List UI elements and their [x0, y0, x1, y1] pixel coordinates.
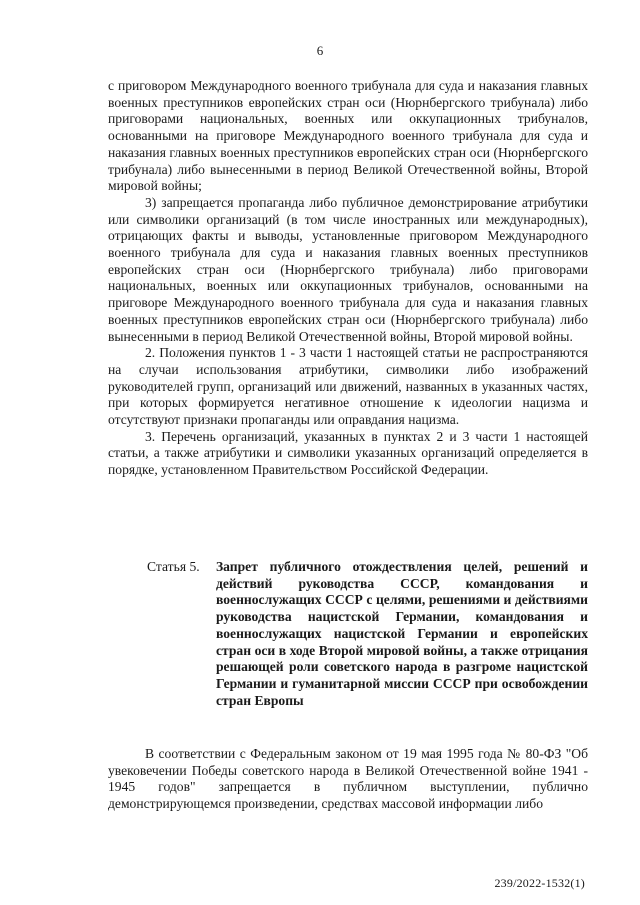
- paragraph: 3) запрещается пропаганда либо публичное демонстрирование атрибутики или символики организаций (в том числе иностранных или международных), отрицающих факты и выводы, установленные приговором Международного военного трибунала для суда и наказания главных военных преступников европейских стран оси (Нюрнбергского трибунала) либо приговорами национальных, военных или оккупационных трибуналов, основанными на приговоре Международного военного трибунала для суда и наказания главных военных преступников европейских стран оси (Нюрнбергского трибунала) либо вынесенными в период Великой Отечественной войны, Второй мировой войны.: [108, 194, 588, 344]
- paragraph: 2. Положения пунктов 1 - 3 части 1 настоящей статьи не распространяются на случаи использования атрибутики, символики либо изображений руководителей групп, организаций или движений, названных в указанных частях, при которых формируется негативное отношение к идеологии нацизма и отсутствуют признаки пропаганды или оправдания нацизма.: [108, 345, 588, 428]
- article-title: Запрет публичного отождествления целей, решений и действий руководства СССР, командования и военнослужащих СССР с целями, решениями и действиями руководства нацистской Германии, командования и военнослужащих нацистской Германии и европейских стран оси в ходе Второй мировой войны, а также отрицания решающей роли советского народа в разгроме нацистской Германии и гуманитарной миссии СССР при освобождении стран Европы: [216, 559, 588, 708]
- bottom-text-block: [108, 746, 588, 813]
- article-label: Статья 5.: [147, 559, 200, 574]
- top-text-block: [108, 78, 588, 479]
- article-heading: [108, 559, 588, 709]
- paragraph: с приговором Международного военного трибунала для суда и наказания главных военных преступников европейских стран оси (Нюрнбергского трибунала) либо приговорами национальных, военных или оккупационных трибуналов, основанными на приговоре Международного военного трибунала для суда и наказания главных военных преступников европейских стран оси (Нюрнбергского трибунала) либо вынесенными в период Великой Отечественной войны, Второй мировой войны;: [108, 78, 588, 194]
- page-number: 6: [316, 43, 324, 58]
- paragraph: 3. Перечень организаций, указанных в пунктах 2 и 3 части 1 настоящей статьи, а также атрибутики и символики указанных организаций определяется в порядке, установленном Правительством Российской Федерации.: [108, 428, 588, 478]
- document-number: 239/2022-1532(1): [494, 876, 585, 890]
- paragraph: В соответствии с Федеральным законом от 19 мая 1995 года № 80-ФЗ "Об увековечении Победы советского народа в Великой Отечественной войне 1941 - 1945 годов" запрещается в публичном выступлении, публично демонстрирующемся произведении, средствах массовой информации либо: [108, 746, 588, 812]
